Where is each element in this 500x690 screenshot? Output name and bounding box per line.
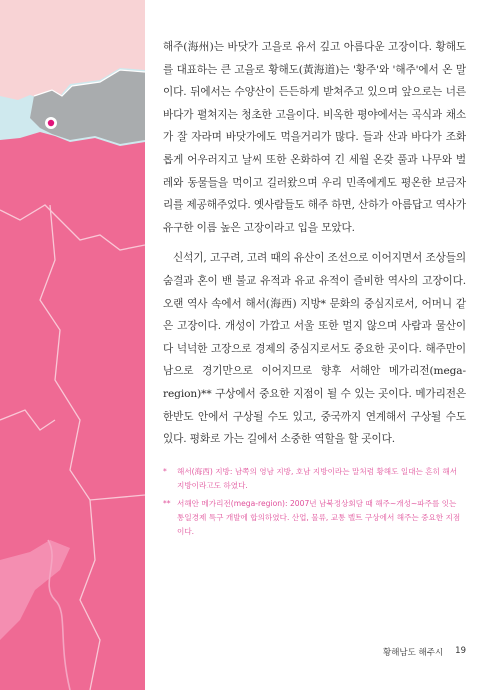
section-title: 황해남도 해주시	[382, 648, 444, 658]
footnote	[163, 465, 466, 493]
footnote-text: 서해안 메가리전(mega-region): 2007년 남북정상회담 때 해주~개성~파주를 잇는 통일경제 특구 개발에 합의하였다. 산업, 물류, 교통 벨트 구상에서 해주는 중요한 지점이다.	[177, 498, 461, 536]
article-body	[163, 36, 466, 543]
footnote-text: 해서(海西) 지방: 남쪽의 영남 지방, 호남 지방이라는 말처럼 황해도 일대는 흔히 해서 지방이라고도 하였다.	[177, 466, 458, 490]
page-number: 19	[455, 646, 466, 656]
map-illustration	[0, 0, 145, 690]
footnotes	[163, 465, 466, 539]
haeju-marker-icon	[48, 120, 54, 126]
footnote	[163, 497, 466, 539]
footnote-mark: *	[163, 466, 167, 476]
paragraph-2: 신석기, 고구려, 고려 때의 유산이 조선으로 이어지면서 조상들의 숨결과 혼이 밴 불교 유적과 유교 유적이 즐비한 역사의 고장이다. 오랜 역사 속에서 해서(海西) 지방* 문화의 중심지로서, 어머니 같은 고장이다. 개성이 가깝고 서울 또한 멀지 않으며 사람과 물산이 다 넉넉한 고장으로 경제의 중심지로서도 중요한 곳이다. 해주만이 남으로 경기만으로 이어지므로 향후 서해안 메가리전(mega-region)** 구상에서 중요한 지점이 될 수 있는 곳이다. 메가리전은 한반도 안에서 구상될 수도 있고, 중국까지 연계해서 구상될 수도 있다. 평화로 가는 길에서 소중한 역할을 할 곳이다.	[163, 252, 466, 446]
page-footer	[340, 646, 466, 658]
footnote-mark: **	[163, 498, 171, 508]
paragraph-1: 해주(海州)는 바닷가 고을로 유서 깊고 아름다운 고장이다. 황해도를 대표하는 큰 고을로 황해도(黃海道)는 '황주'와 '해주'에서 온 말이다. 뒤에서는 수양산이 든든하게 받쳐주고 있으며 앞으로는 너른 바다가 펼쳐지는 청초한 고을이다. 비옥한 평야에서는 곡식과 채소가 잘 자라며 바닷가에도 먹을거리가 많다. 들과 산과 바다가 조화롭게 어우러지고 날씨 또한 온화하여 긴 세월 온갖 풀과 나무와 벌레와 동물들을 먹이고 길러왔으며 우리 민족에게도 평온한 보금자리를 제공해주었다. 옛사람들도 해주 하면, 산하가 아름답고 역사가 유구한 이름 높은 고장이라고 입을 모았다.	[163, 41, 467, 234]
